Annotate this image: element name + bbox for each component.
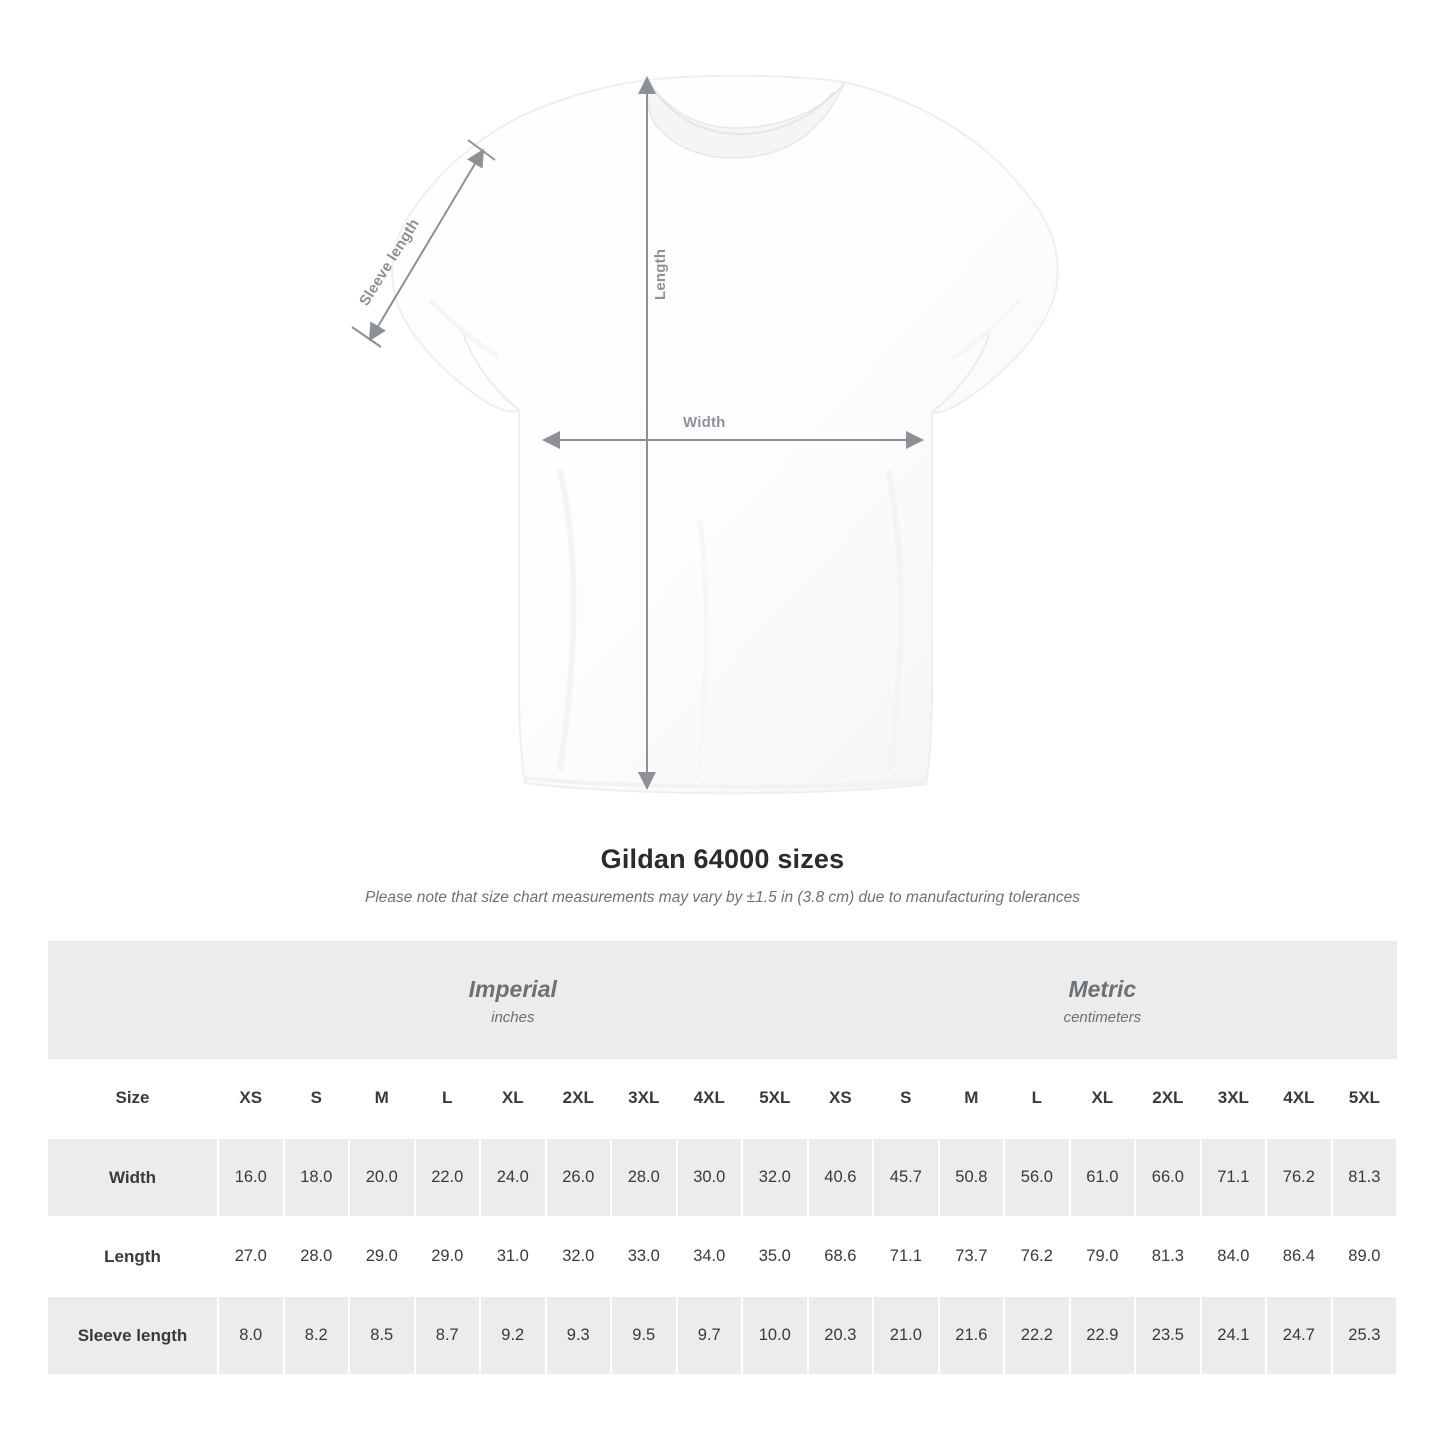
table-row: [48, 1217, 1397, 1296]
column-header-size-0: XS: [218, 1059, 284, 1138]
cell-length-17: 89.0: [1332, 1217, 1398, 1296]
cell-length-11: 73.7: [939, 1217, 1005, 1296]
row-header-width: Width: [48, 1138, 218, 1217]
cell-width-10: 45.7: [873, 1138, 939, 1217]
column-header-size-7: 4XL: [677, 1059, 743, 1138]
page-title: Gildan 64000 sizes: [600, 844, 845, 874]
cell-sleeve-15: 24.1: [1201, 1296, 1267, 1375]
cell-width-8: 32.0: [742, 1138, 808, 1217]
cell-width-16: 76.2: [1266, 1138, 1332, 1217]
cell-sleeve-14: 23.5: [1135, 1296, 1201, 1375]
cell-sleeve-17: 25.3: [1332, 1296, 1398, 1375]
column-header-size-15: 3XL: [1201, 1059, 1267, 1138]
cell-sleeve-0: 8.0: [218, 1296, 284, 1375]
unit-group-metric: [808, 941, 1398, 1059]
tolerance-note: Please note that size chart measurements may vary by ±1.5 in (3.8 cm) due to manufacturing tolerances: [365, 889, 1080, 906]
cell-length-4: 31.0: [480, 1217, 546, 1296]
size-header-row: [48, 1059, 1397, 1138]
cell-length-3: 29.0: [415, 1217, 481, 1296]
cell-length-12: 76.2: [1004, 1217, 1070, 1296]
cell-length-2: 29.0: [349, 1217, 415, 1296]
cell-sleeve-16: 24.7: [1266, 1296, 1332, 1375]
cell-width-12: 56.0: [1004, 1138, 1070, 1217]
cell-width-13: 61.0: [1070, 1138, 1136, 1217]
cell-width-9: 40.6: [808, 1138, 874, 1217]
cell-length-1: 28.0: [284, 1217, 350, 1296]
cell-length-8: 35.0: [742, 1217, 808, 1296]
cell-width-0: 16.0: [218, 1138, 284, 1217]
column-header-size-16: 4XL: [1266, 1059, 1332, 1138]
cell-length-6: 33.0: [611, 1217, 677, 1296]
cell-width-3: 22.0: [415, 1138, 481, 1217]
cell-width-1: 18.0: [284, 1138, 350, 1217]
unit-group-metric-name: Metric: [1068, 975, 1137, 1002]
cell-length-9: 68.6: [808, 1217, 874, 1296]
cell-width-5: 26.0: [546, 1138, 612, 1217]
unit-group-metric-sub: centimeters: [1063, 1009, 1142, 1027]
column-header-size-1: S: [284, 1059, 350, 1138]
cell-sleeve-1: 8.2: [284, 1296, 350, 1375]
cell-sleeve-9: 20.3: [808, 1296, 874, 1375]
column-header-size-4: XL: [480, 1059, 546, 1138]
column-header-size-14: 2XL: [1135, 1059, 1201, 1138]
cell-sleeve-10: 21.0: [873, 1296, 939, 1375]
cell-length-14: 81.3: [1135, 1217, 1201, 1296]
column-header-size-17: 5XL: [1332, 1059, 1398, 1138]
title-block: [0, 844, 1445, 907]
cell-width-17: 81.3: [1332, 1138, 1398, 1217]
cell-length-15: 84.0: [1201, 1217, 1267, 1296]
cell-sleeve-4: 9.2: [480, 1296, 546, 1375]
size-chart-table: [48, 941, 1397, 1376]
cell-width-15: 71.1: [1201, 1138, 1267, 1217]
column-header-size-2: M: [349, 1059, 415, 1138]
row-header-sleeve-length: Sleeve length: [48, 1296, 218, 1375]
cell-width-2: 20.0: [349, 1138, 415, 1217]
table-row: [48, 1296, 1397, 1375]
unit-header-row: [48, 941, 1397, 1059]
cell-width-4: 24.0: [480, 1138, 546, 1217]
cell-width-14: 66.0: [1135, 1138, 1201, 1217]
cell-length-13: 79.0: [1070, 1217, 1136, 1296]
cell-length-10: 71.1: [873, 1217, 939, 1296]
cell-sleeve-8: 10.0: [742, 1296, 808, 1375]
cell-width-6: 28.0: [611, 1138, 677, 1217]
cell-sleeve-12: 22.2: [1004, 1296, 1070, 1375]
unit-group-imperial: [218, 941, 808, 1059]
cell-length-16: 86.4: [1266, 1217, 1332, 1296]
cell-length-5: 32.0: [546, 1217, 612, 1296]
cell-width-11: 50.8: [939, 1138, 1005, 1217]
column-header-size: Size: [48, 1059, 218, 1138]
cell-width-7: 30.0: [677, 1138, 743, 1217]
cell-sleeve-3: 8.7: [415, 1296, 481, 1375]
column-header-size-10: S: [873, 1059, 939, 1138]
label-width: Width: [683, 414, 726, 431]
unit-header-spacer: [48, 941, 218, 1059]
row-header-length: Length: [48, 1217, 218, 1296]
cell-sleeve-5: 9.3: [546, 1296, 612, 1375]
column-header-size-5: 2XL: [546, 1059, 612, 1138]
column-header-size-11: M: [939, 1059, 1005, 1138]
column-header-size-13: XL: [1070, 1059, 1136, 1138]
column-header-size-8: 5XL: [742, 1059, 808, 1138]
column-header-size-9: XS: [808, 1059, 874, 1138]
cell-sleeve-6: 9.5: [611, 1296, 677, 1375]
unit-group-imperial-sub: inches: [491, 1009, 535, 1027]
cell-length-0: 27.0: [218, 1217, 284, 1296]
label-length: Length: [652, 248, 669, 300]
label-sleeve-length: Sleeve length: [356, 215, 424, 310]
cell-sleeve-11: 21.6: [939, 1296, 1005, 1375]
column-header-size-3: L: [415, 1059, 481, 1138]
cell-sleeve-7: 9.7: [677, 1296, 743, 1375]
unit-group-imperial-name: Imperial: [468, 975, 557, 1002]
cell-sleeve-13: 22.9: [1070, 1296, 1136, 1375]
cell-length-7: 34.0: [677, 1217, 743, 1296]
column-header-size-12: L: [1004, 1059, 1070, 1138]
column-header-size-6: 3XL: [611, 1059, 677, 1138]
table-row: [48, 1138, 1397, 1217]
cell-sleeve-2: 8.5: [349, 1296, 415, 1375]
